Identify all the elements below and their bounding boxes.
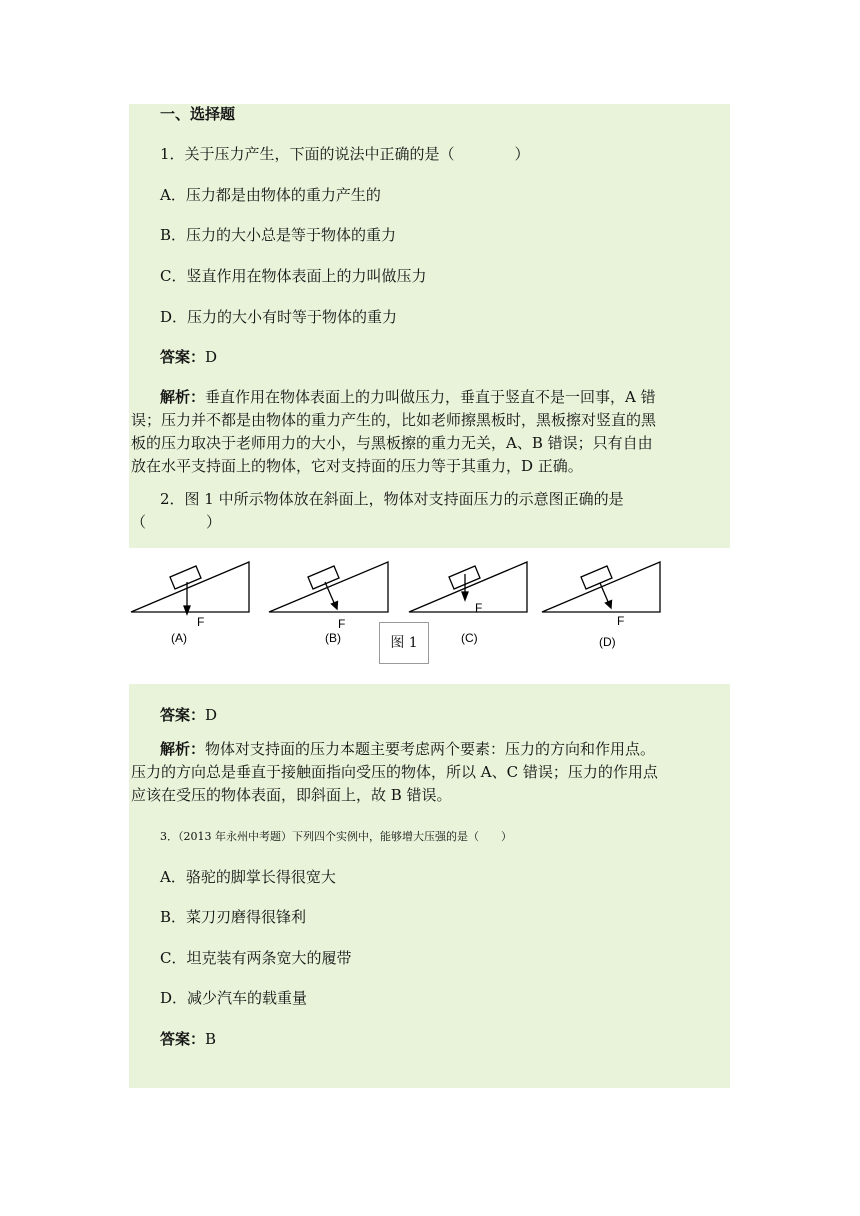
q2-stem bbox=[131, 488, 624, 534]
q1-analysis-line: 放在水平支持面上的物体，它对支持面的压力等于其重力，D 正确。 bbox=[131, 457, 583, 475]
q2-stem-line: 2．图 1 中所示物体放在斜面上，物体对支持面压力的示意图正确的是 bbox=[160, 490, 624, 508]
q2-analysis-line: 物体对支持面的压力本题主要考虑两个要素：压力的方向和作用点。 bbox=[205, 740, 656, 758]
q1-analysis bbox=[131, 386, 656, 478]
q1-option-d: D．压力的大小有时等于物体的重力 bbox=[160, 308, 398, 326]
incline-d bbox=[542, 562, 660, 612]
incline-b bbox=[269, 562, 388, 612]
q3-option-d: D．减少汽车的载重量 bbox=[160, 989, 308, 1007]
q1-stem: 1．关于压力产生，下面的说法中正确的是（ ） bbox=[160, 145, 530, 163]
block-d bbox=[581, 566, 612, 589]
q3-answer-value: B bbox=[205, 1030, 217, 1048]
section-title: 一、选择题 bbox=[160, 105, 236, 123]
q1-analysis-line: 垂直作用在物体表面上的力叫做压力，垂直于竖直不是一回事，A 错 bbox=[205, 388, 656, 406]
block-b bbox=[308, 566, 339, 589]
q2-analysis-line: 压力的方向总是垂直于接触面指向受压的物体，所以 A、C 错误；压力的作用点 bbox=[131, 763, 658, 781]
q3-stem: 3．（2013 年永州中考题）下列四个实例中，能够增大压强的是（ ） bbox=[160, 830, 512, 843]
q2-answer-label: 答案： bbox=[160, 706, 206, 724]
q1-option-c: C．竖直作用在物体表面上的力叫做压力 bbox=[160, 267, 427, 285]
q2-analysis-label: 解析： bbox=[160, 740, 206, 758]
q3-answer-label: 答案： bbox=[160, 1030, 206, 1048]
q3-option-b: B．菜刀刃磨得很锋利 bbox=[160, 908, 307, 926]
q2-answer bbox=[160, 704, 217, 726]
incline-c bbox=[409, 562, 527, 612]
force-label-d: F bbox=[617, 614, 625, 628]
figure-1-inclines bbox=[129, 552, 730, 672]
force-label-a: F bbox=[197, 615, 205, 629]
panel-label-a: (A) bbox=[171, 631, 187, 645]
q3-option-c: C．坦克装有两条宽大的履带 bbox=[160, 949, 352, 967]
q1-option-a: A．压力都是由物体的重力产生的 bbox=[160, 186, 381, 204]
q1-analysis-line: 板的压力取决于老师用力的大小，与黑板擦的重力无关，A、B 错误；只有自由 bbox=[131, 434, 653, 452]
q1-answer bbox=[160, 346, 217, 368]
panel-label-c: (C) bbox=[461, 631, 478, 645]
block-a bbox=[170, 566, 201, 589]
q1-analysis-line: 误；压力并不都是由物体的重力产生的，比如老师擦黑板时，黑板擦对竖直的黑 bbox=[131, 411, 657, 429]
figure-1-caption: 图 1 bbox=[379, 622, 429, 664]
panel-label-d: (D) bbox=[599, 635, 616, 649]
force-label-c: F bbox=[475, 601, 483, 615]
q2-stem-line: （ ） bbox=[131, 513, 222, 531]
q1-answer-label: 答案： bbox=[160, 348, 206, 366]
q1-option-b: B．压力的大小总是等于物体的重力 bbox=[160, 226, 397, 244]
q2-analysis bbox=[131, 738, 658, 807]
panel-label-b: (B) bbox=[325, 631, 341, 645]
q1-answer-value: D bbox=[205, 348, 218, 366]
q2-answer-value: D bbox=[205, 706, 218, 724]
force-label-b: F bbox=[338, 617, 346, 631]
q3-answer bbox=[160, 1028, 216, 1050]
q3-option-a: A．骆驼的脚掌长得很宽大 bbox=[160, 868, 336, 886]
q1-analysis-label: 解析： bbox=[160, 388, 206, 406]
q2-analysis-line: 应该在受压的物体表面，即斜面上，故 B 错误。 bbox=[131, 786, 452, 804]
incline-a bbox=[131, 562, 249, 614]
